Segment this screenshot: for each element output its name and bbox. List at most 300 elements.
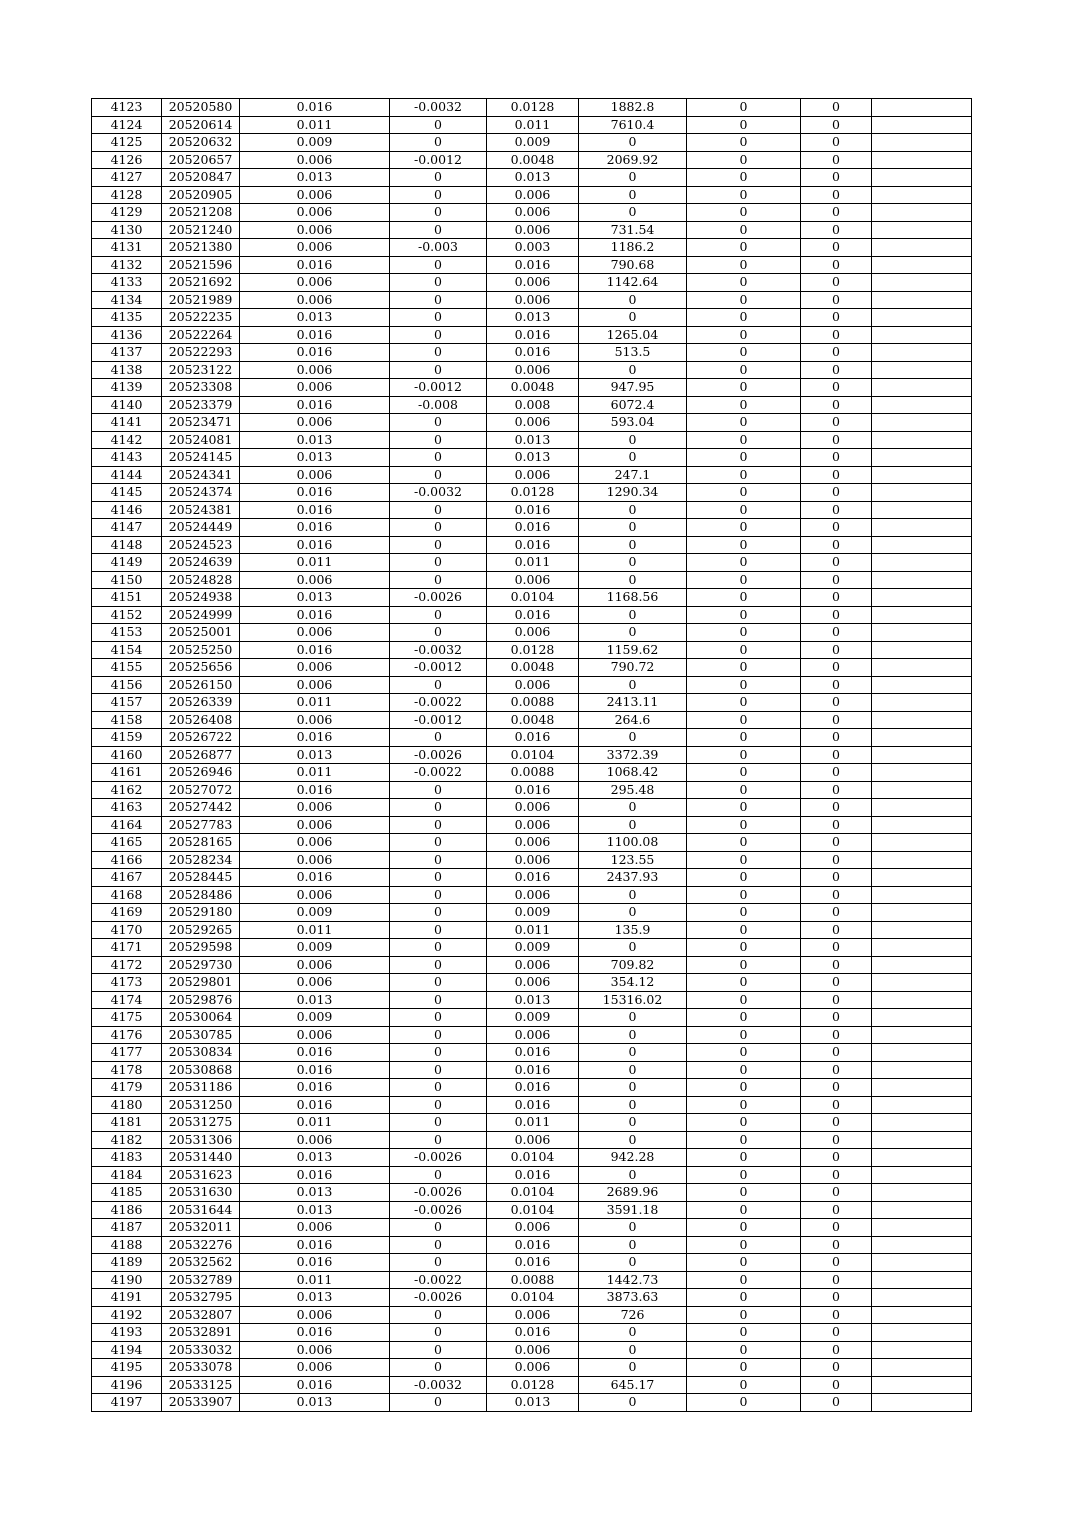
code-cell: 20529801 xyxy=(162,974,240,992)
code-cell: 20532011 xyxy=(162,1219,240,1237)
row-number-cell: 4142 xyxy=(92,431,162,449)
adjustment-cell: -0.0012 xyxy=(390,151,487,169)
value-a-cell: 0.006 xyxy=(240,414,390,432)
value-d-cell: 0 xyxy=(801,449,872,467)
adjustment-cell: 0 xyxy=(390,834,487,852)
value-c-cell: 0 xyxy=(687,816,801,834)
value-b-cell: 0.0128 xyxy=(487,99,579,117)
blank-cell xyxy=(872,204,972,222)
amount-cell: 0 xyxy=(579,1044,687,1062)
value-b-cell: 0.0104 xyxy=(487,1289,579,1307)
table-row xyxy=(92,361,972,379)
amount-cell: 135.9 xyxy=(579,921,687,939)
code-cell: 20529180 xyxy=(162,904,240,922)
blank-cell xyxy=(872,239,972,257)
adjustment-cell: -0.0012 xyxy=(390,659,487,677)
adjustment-cell: 0 xyxy=(390,1009,487,1027)
amount-cell: 1100.08 xyxy=(579,834,687,852)
value-c-cell: 0 xyxy=(687,834,801,852)
amount-cell: 0 xyxy=(579,309,687,327)
value-d-cell: 0 xyxy=(801,204,872,222)
amount-cell: 0 xyxy=(579,501,687,519)
value-a-cell: 0.016 xyxy=(240,519,390,537)
blank-cell xyxy=(872,1201,972,1219)
value-a-cell: 0.009 xyxy=(240,134,390,152)
row-number-cell: 4192 xyxy=(92,1306,162,1324)
row-number-cell: 4132 xyxy=(92,256,162,274)
amount-cell: 0 xyxy=(579,291,687,309)
value-c-cell: 0 xyxy=(687,886,801,904)
value-c-cell: 0 xyxy=(687,781,801,799)
blank-cell xyxy=(872,991,972,1009)
value-b-cell: 0.006 xyxy=(487,204,579,222)
blank-cell xyxy=(872,186,972,204)
row-number-cell: 4135 xyxy=(92,309,162,327)
value-b-cell: 0.016 xyxy=(487,729,579,747)
table-row xyxy=(92,1254,972,1272)
blank-cell xyxy=(872,641,972,659)
table-row xyxy=(92,344,972,362)
value-c-cell: 0 xyxy=(687,519,801,537)
value-a-cell: 0.013 xyxy=(240,1394,390,1412)
blank-cell xyxy=(872,519,972,537)
adjustment-cell: -0.0022 xyxy=(390,764,487,782)
blank-cell xyxy=(872,554,972,572)
table-row xyxy=(92,274,972,292)
value-c-cell: 0 xyxy=(687,1394,801,1412)
value-b-cell: 0.0128 xyxy=(487,641,579,659)
table-row xyxy=(92,414,972,432)
row-number-cell: 4145 xyxy=(92,484,162,502)
value-d-cell: 0 xyxy=(801,169,872,187)
table-row xyxy=(92,659,972,677)
table-row xyxy=(92,1341,972,1359)
adjustment-cell: 0 xyxy=(390,1131,487,1149)
row-number-cell: 4138 xyxy=(92,361,162,379)
row-number-cell: 4156 xyxy=(92,676,162,694)
value-d-cell: 0 xyxy=(801,274,872,292)
adjustment-cell: -0.0032 xyxy=(390,1376,487,1394)
row-number-cell: 4154 xyxy=(92,641,162,659)
value-a-cell: 0.016 xyxy=(240,1324,390,1342)
value-a-cell: 0.016 xyxy=(240,641,390,659)
value-a-cell: 0.006 xyxy=(240,466,390,484)
amount-cell: 15316.02 xyxy=(579,991,687,1009)
blank-cell xyxy=(872,466,972,484)
value-c-cell: 0 xyxy=(687,1271,801,1289)
code-cell: 20530785 xyxy=(162,1026,240,1044)
row-number-cell: 4196 xyxy=(92,1376,162,1394)
value-b-cell: 0.011 xyxy=(487,554,579,572)
table-row xyxy=(92,449,972,467)
value-b-cell: 0.006 xyxy=(487,851,579,869)
code-cell: 20524999 xyxy=(162,606,240,624)
value-d-cell: 0 xyxy=(801,694,872,712)
value-d-cell: 0 xyxy=(801,1026,872,1044)
adjustment-cell: 0 xyxy=(390,274,487,292)
value-c-cell: 0 xyxy=(687,1079,801,1097)
value-c-cell: 0 xyxy=(687,274,801,292)
value-a-cell: 0.016 xyxy=(240,1376,390,1394)
value-c-cell: 0 xyxy=(687,554,801,572)
value-c-cell: 0 xyxy=(687,186,801,204)
value-a-cell: 0.013 xyxy=(240,1149,390,1167)
code-cell: 20521240 xyxy=(162,221,240,239)
row-number-cell: 4178 xyxy=(92,1061,162,1079)
value-d-cell: 0 xyxy=(801,851,872,869)
adjustment-cell: -0.008 xyxy=(390,396,487,414)
amount-cell: 6072.4 xyxy=(579,396,687,414)
blank-cell xyxy=(872,851,972,869)
table-row xyxy=(92,694,972,712)
value-d-cell: 0 xyxy=(801,239,872,257)
amount-cell: 0 xyxy=(579,134,687,152)
value-b-cell: 0.006 xyxy=(487,956,579,974)
value-a-cell: 0.013 xyxy=(240,431,390,449)
blank-cell xyxy=(872,869,972,887)
value-c-cell: 0 xyxy=(687,799,801,817)
value-a-cell: 0.016 xyxy=(240,1096,390,1114)
value-b-cell: 0.016 xyxy=(487,781,579,799)
value-b-cell: 0.016 xyxy=(487,1044,579,1062)
row-number-cell: 4126 xyxy=(92,151,162,169)
table-row xyxy=(92,1324,972,1342)
amount-cell: 645.17 xyxy=(579,1376,687,1394)
row-number-cell: 4152 xyxy=(92,606,162,624)
table-row xyxy=(92,956,972,974)
value-b-cell: 0.016 xyxy=(487,501,579,519)
value-a-cell: 0.013 xyxy=(240,1184,390,1202)
amount-cell: 1442.73 xyxy=(579,1271,687,1289)
value-c-cell: 0 xyxy=(687,484,801,502)
table-row xyxy=(92,466,972,484)
amount-cell: 295.48 xyxy=(579,781,687,799)
value-a-cell: 0.006 xyxy=(240,851,390,869)
value-c-cell: 0 xyxy=(687,134,801,152)
value-c-cell: 0 xyxy=(687,449,801,467)
table-row xyxy=(92,1359,972,1377)
table-row xyxy=(92,1149,972,1167)
value-d-cell: 0 xyxy=(801,431,872,449)
blank-cell xyxy=(872,396,972,414)
amount-cell: 0 xyxy=(579,1009,687,1027)
value-d-cell: 0 xyxy=(801,379,872,397)
row-number-cell: 4185 xyxy=(92,1184,162,1202)
value-b-cell: 0.016 xyxy=(487,256,579,274)
table-row xyxy=(92,589,972,607)
blank-cell xyxy=(872,676,972,694)
row-number-cell: 4194 xyxy=(92,1341,162,1359)
value-c-cell: 0 xyxy=(687,869,801,887)
amount-cell: 1186.2 xyxy=(579,239,687,257)
adjustment-cell: -0.003 xyxy=(390,239,487,257)
value-c-cell: 0 xyxy=(687,466,801,484)
amount-cell: 1882.8 xyxy=(579,99,687,117)
value-d-cell: 0 xyxy=(801,1079,872,1097)
table-row xyxy=(92,641,972,659)
table-row xyxy=(92,536,972,554)
amount-cell: 0 xyxy=(579,431,687,449)
value-c-cell: 0 xyxy=(687,729,801,747)
blank-cell xyxy=(872,256,972,274)
amount-cell: 0 xyxy=(579,519,687,537)
value-a-cell: 0.016 xyxy=(240,1166,390,1184)
row-number-cell: 4139 xyxy=(92,379,162,397)
row-number-cell: 4124 xyxy=(92,116,162,134)
amount-cell: 1290.34 xyxy=(579,484,687,502)
blank-cell xyxy=(872,1341,972,1359)
row-number-cell: 4177 xyxy=(92,1044,162,1062)
adjustment-cell: 0 xyxy=(390,134,487,152)
value-b-cell: 0.0128 xyxy=(487,1376,579,1394)
row-number-cell: 4141 xyxy=(92,414,162,432)
amount-cell: 709.82 xyxy=(579,956,687,974)
amount-cell: 1168.56 xyxy=(579,589,687,607)
blank-cell xyxy=(872,1184,972,1202)
value-c-cell: 0 xyxy=(687,326,801,344)
code-cell: 20533125 xyxy=(162,1376,240,1394)
value-a-cell: 0.013 xyxy=(240,169,390,187)
value-b-cell: 0.006 xyxy=(487,1341,579,1359)
table-row xyxy=(92,904,972,922)
value-a-cell: 0.006 xyxy=(240,886,390,904)
blank-cell xyxy=(872,1096,972,1114)
amount-cell: 123.55 xyxy=(579,851,687,869)
value-d-cell: 0 xyxy=(801,221,872,239)
value-c-cell: 0 xyxy=(687,414,801,432)
adjustment-cell: 0 xyxy=(390,1394,487,1412)
table-row xyxy=(92,134,972,152)
adjustment-cell: -0.0026 xyxy=(390,1201,487,1219)
value-a-cell: 0.016 xyxy=(240,729,390,747)
value-b-cell: 0.006 xyxy=(487,974,579,992)
value-d-cell: 0 xyxy=(801,1131,872,1149)
adjustment-cell: 0 xyxy=(390,466,487,484)
amount-cell: 0 xyxy=(579,729,687,747)
blank-cell xyxy=(872,99,972,117)
value-a-cell: 0.016 xyxy=(240,484,390,502)
code-cell: 20527783 xyxy=(162,816,240,834)
amount-cell: 0 xyxy=(579,1219,687,1237)
value-b-cell: 0.0048 xyxy=(487,379,579,397)
amount-cell: 0 xyxy=(579,571,687,589)
value-b-cell: 0.0104 xyxy=(487,1201,579,1219)
row-number-cell: 4184 xyxy=(92,1166,162,1184)
table-row xyxy=(92,151,972,169)
value-a-cell: 0.016 xyxy=(240,326,390,344)
value-a-cell: 0.016 xyxy=(240,99,390,117)
value-b-cell: 0.006 xyxy=(487,414,579,432)
row-number-cell: 4127 xyxy=(92,169,162,187)
value-d-cell: 0 xyxy=(801,659,872,677)
value-a-cell: 0.006 xyxy=(240,956,390,974)
blank-cell xyxy=(872,1026,972,1044)
row-number-cell: 4128 xyxy=(92,186,162,204)
adjustment-cell: 0 xyxy=(390,921,487,939)
amount-cell: 0 xyxy=(579,449,687,467)
value-a-cell: 0.006 xyxy=(240,1306,390,1324)
value-d-cell: 0 xyxy=(801,1184,872,1202)
blank-cell xyxy=(872,904,972,922)
adjustment-cell: 0 xyxy=(390,449,487,467)
row-number-cell: 4146 xyxy=(92,501,162,519)
value-a-cell: 0.009 xyxy=(240,904,390,922)
row-number-cell: 4167 xyxy=(92,869,162,887)
value-d-cell: 0 xyxy=(801,589,872,607)
value-d-cell: 0 xyxy=(801,746,872,764)
blank-cell xyxy=(872,886,972,904)
value-b-cell: 0.016 xyxy=(487,1324,579,1342)
row-number-cell: 4147 xyxy=(92,519,162,537)
value-c-cell: 0 xyxy=(687,221,801,239)
amount-cell: 0 xyxy=(579,1236,687,1254)
amount-cell: 2689.96 xyxy=(579,1184,687,1202)
value-b-cell: 0.006 xyxy=(487,186,579,204)
value-c-cell: 0 xyxy=(687,309,801,327)
value-c-cell: 0 xyxy=(687,151,801,169)
adjustment-cell: 0 xyxy=(390,974,487,992)
value-c-cell: 0 xyxy=(687,501,801,519)
code-cell: 20523471 xyxy=(162,414,240,432)
value-d-cell: 0 xyxy=(801,1394,872,1412)
blank-cell xyxy=(872,414,972,432)
value-b-cell: 0.011 xyxy=(487,1114,579,1132)
value-b-cell: 0.013 xyxy=(487,1394,579,1412)
table-row xyxy=(92,431,972,449)
amount-cell: 0 xyxy=(579,1114,687,1132)
value-b-cell: 0.006 xyxy=(487,1131,579,1149)
adjustment-cell: 0 xyxy=(390,1324,487,1342)
row-number-cell: 4160 xyxy=(92,746,162,764)
value-c-cell: 0 xyxy=(687,1009,801,1027)
row-number-cell: 4140 xyxy=(92,396,162,414)
adjustment-cell: 0 xyxy=(390,501,487,519)
blank-cell xyxy=(872,169,972,187)
amount-cell: 1142.64 xyxy=(579,274,687,292)
value-c-cell: 0 xyxy=(687,1061,801,1079)
table-row xyxy=(92,291,972,309)
table-row xyxy=(92,116,972,134)
adjustment-cell: 0 xyxy=(390,606,487,624)
blank-cell xyxy=(872,1376,972,1394)
value-a-cell: 0.013 xyxy=(240,746,390,764)
code-cell: 20531630 xyxy=(162,1184,240,1202)
code-cell: 20531250 xyxy=(162,1096,240,1114)
value-d-cell: 0 xyxy=(801,1341,872,1359)
adjustment-cell: -0.0026 xyxy=(390,746,487,764)
value-c-cell: 0 xyxy=(687,1359,801,1377)
value-d-cell: 0 xyxy=(801,1219,872,1237)
table-row xyxy=(92,1306,972,1324)
value-a-cell: 0.016 xyxy=(240,344,390,362)
code-cell: 20530064 xyxy=(162,1009,240,1027)
code-cell: 20532789 xyxy=(162,1271,240,1289)
value-d-cell: 0 xyxy=(801,134,872,152)
value-b-cell: 0.016 xyxy=(487,1061,579,1079)
row-number-cell: 4176 xyxy=(92,1026,162,1044)
value-b-cell: 0.009 xyxy=(487,939,579,957)
table-row xyxy=(92,519,972,537)
table-row xyxy=(92,221,972,239)
value-b-cell: 0.013 xyxy=(487,991,579,1009)
table-row xyxy=(92,851,972,869)
amount-cell: 1265.04 xyxy=(579,326,687,344)
value-b-cell: 0.006 xyxy=(487,1359,579,1377)
table-row xyxy=(92,1166,972,1184)
value-d-cell: 0 xyxy=(801,869,872,887)
blank-cell xyxy=(872,274,972,292)
value-a-cell: 0.006 xyxy=(240,361,390,379)
amount-cell: 0 xyxy=(579,799,687,817)
blank-cell xyxy=(872,151,972,169)
value-a-cell: 0.016 xyxy=(240,1079,390,1097)
code-cell: 20520632 xyxy=(162,134,240,152)
row-number-cell: 4175 xyxy=(92,1009,162,1027)
value-c-cell: 0 xyxy=(687,396,801,414)
table-row xyxy=(92,1219,972,1237)
value-c-cell: 0 xyxy=(687,1254,801,1272)
row-number-cell: 4143 xyxy=(92,449,162,467)
adjustment-cell: 0 xyxy=(390,816,487,834)
code-cell: 20526339 xyxy=(162,694,240,712)
amount-cell: 0 xyxy=(579,1394,687,1412)
blank-cell xyxy=(872,501,972,519)
adjustment-cell: 0 xyxy=(390,939,487,957)
value-a-cell: 0.009 xyxy=(240,1009,390,1027)
value-b-cell: 0.0088 xyxy=(487,1271,579,1289)
row-number-cell: 4161 xyxy=(92,764,162,782)
value-a-cell: 0.011 xyxy=(240,764,390,782)
amount-cell: 0 xyxy=(579,1096,687,1114)
value-b-cell: 0.006 xyxy=(487,291,579,309)
value-b-cell: 0.016 xyxy=(487,519,579,537)
value-d-cell: 0 xyxy=(801,99,872,117)
blank-cell xyxy=(872,816,972,834)
adjustment-cell: 0 xyxy=(390,116,487,134)
value-a-cell: 0.013 xyxy=(240,991,390,1009)
table-row xyxy=(92,1026,972,1044)
value-c-cell: 0 xyxy=(687,1201,801,1219)
value-a-cell: 0.006 xyxy=(240,799,390,817)
code-cell: 20522235 xyxy=(162,309,240,327)
value-c-cell: 0 xyxy=(687,974,801,992)
row-number-cell: 4136 xyxy=(92,326,162,344)
blank-cell xyxy=(872,1289,972,1307)
amount-cell: 0 xyxy=(579,554,687,572)
value-d-cell: 0 xyxy=(801,816,872,834)
blank-cell xyxy=(872,974,972,992)
value-b-cell: 0.016 xyxy=(487,869,579,887)
amount-cell: 0 xyxy=(579,1166,687,1184)
value-c-cell: 0 xyxy=(687,1341,801,1359)
blank-cell xyxy=(872,1394,972,1412)
value-b-cell: 0.0128 xyxy=(487,484,579,502)
row-number-cell: 4137 xyxy=(92,344,162,362)
value-b-cell: 0.006 xyxy=(487,834,579,852)
row-number-cell: 4168 xyxy=(92,886,162,904)
data-table xyxy=(91,98,972,1412)
adjustment-cell: 0 xyxy=(390,851,487,869)
code-cell: 20524449 xyxy=(162,519,240,537)
value-d-cell: 0 xyxy=(801,1376,872,1394)
blank-cell xyxy=(872,571,972,589)
amount-cell: 0 xyxy=(579,1061,687,1079)
table-row xyxy=(92,974,972,992)
code-cell: 20531306 xyxy=(162,1131,240,1149)
value-a-cell: 0.016 xyxy=(240,1254,390,1272)
amount-cell: 0 xyxy=(579,606,687,624)
blank-cell xyxy=(872,606,972,624)
